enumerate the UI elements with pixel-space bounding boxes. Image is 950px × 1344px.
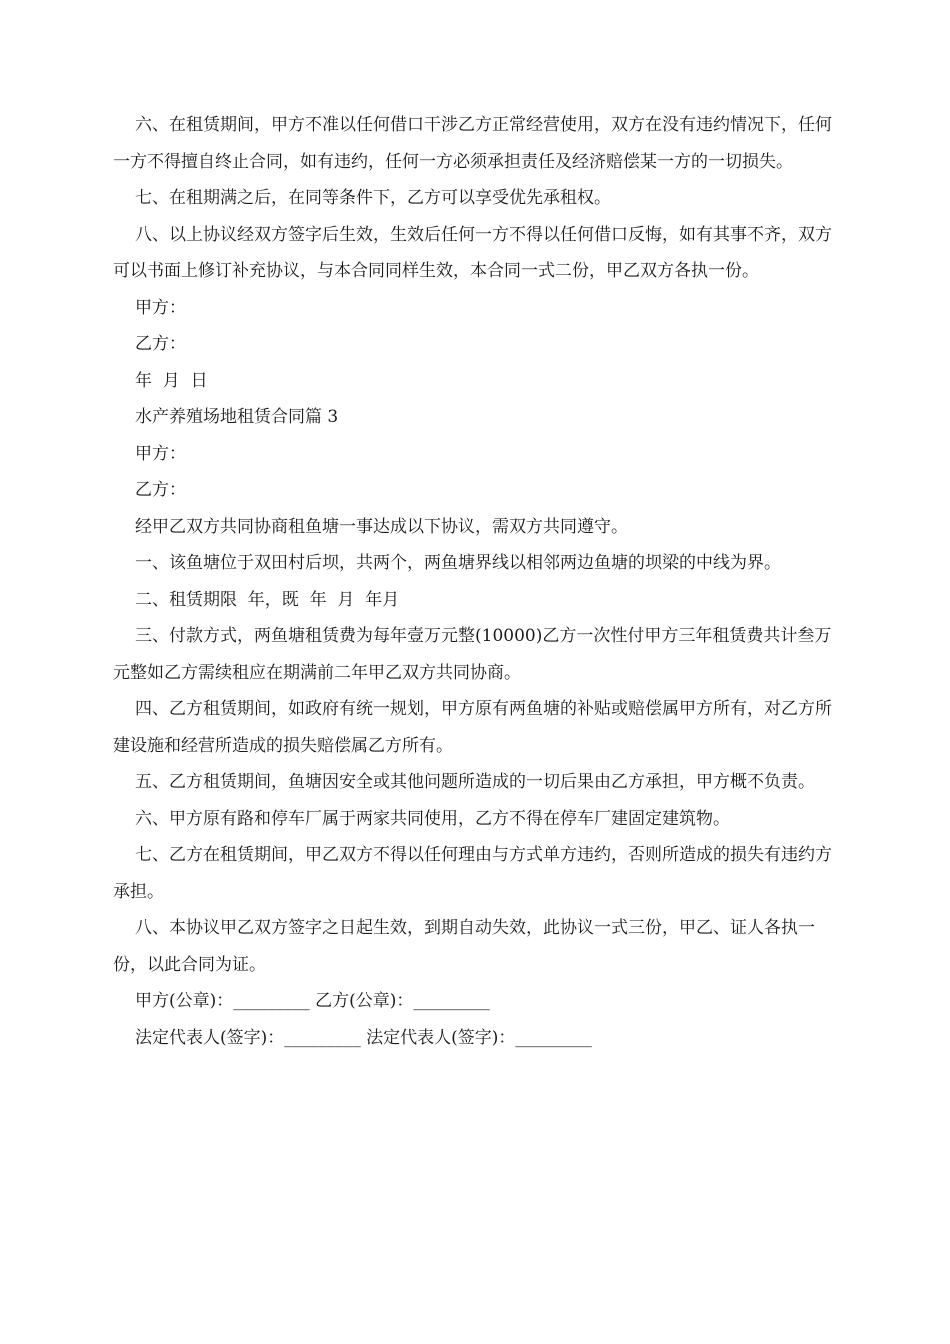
clause-5-paragraph: 五、乙方租赁期间，鱼塘因安全或其他问题所造成的一切后果由乙方承担，甲方概不负责。 — [135, 772, 815, 792]
party-b-line: 乙方： — [135, 334, 186, 354]
seal-signature-line: 甲方(公章)：_________ 乙方(公章)：_________ — [135, 991, 490, 1011]
clause-2-paragraph: 二、租赁期限 年，既 年 月 年月 — [135, 589, 400, 610]
section-title: 水产养殖场地租赁合同篇 3 — [135, 407, 339, 427]
agreement-intro: 经甲乙双方共同协商租鱼塘一事达成以下协议，需双方共同遵守。 — [135, 516, 628, 537]
document-body — [113, 107, 843, 1056]
clause-8b-paragraph: 八、本协议甲乙双方签字之日起生效，到期自动失效，此协议一式三份，甲乙、证人各执一份，以此合同为证。 — [113, 918, 815, 975]
party-a-line-2: 甲方： — [135, 443, 186, 464]
clause-3-paragraph: 三、付款方式，两鱼塘租赁费为每年壹万元整(10000)乙方一次性付甲方三年租赁费共计叁万元整如乙方需续租应在期满前二年甲乙双方共同协商。 — [113, 626, 832, 683]
clause-7b-paragraph: 七、乙方在租赁期间，甲乙双方不得以任何理由与方式单方违约，否则所造成的损失有违约方承担。 — [113, 845, 832, 902]
clause-6b-paragraph: 六、甲方原有路和停车厂属于两家共同使用，乙方不得在停车厂建固定建筑物。 — [135, 808, 730, 829]
clause-7-paragraph: 七、在租期满之后，在同等条件下，乙方可以享受优先承租权。 — [135, 188, 611, 208]
clause-1-paragraph: 一、该鱼塘位于双田村后坝，共两个，两鱼塘界线以相邻两边鱼塘的坝梁的中线为界。 — [135, 553, 781, 573]
legal-rep-signature-line: 法定代表人(签字)：_________ 法定代表人(签字)：_________ — [135, 1027, 592, 1048]
party-a-line: 甲方： — [135, 297, 186, 318]
clause-8-paragraph: 八、以上协议经双方签字后生效，生效后任何一方不得以任何借口反悔，如有其事不齐，双方可以书面上修订补充协议，与本合同同样生效，本合同一式二份，甲乙双方各执一份。 — [113, 224, 832, 281]
date-line: 年 月 日 — [135, 370, 208, 391]
clause-6-paragraph: 六、在租赁期间，甲方不准以任何借口干涉乙方正常经营使用，双方在没有违约情况下，任何一方不得擅自终止合同，如有违约，任何一方必须承担责任及经济赔偿某一方的一切损失。 — [113, 115, 832, 172]
clause-4-paragraph: 四、乙方租赁期间，如政府有统一规划，甲方原有两鱼塘的补贴或赔偿属甲方所有，对乙方所建设施和经营所造成的损失赔偿属乙方所有。 — [113, 699, 832, 756]
party-b-line-2: 乙方： — [135, 480, 186, 500]
